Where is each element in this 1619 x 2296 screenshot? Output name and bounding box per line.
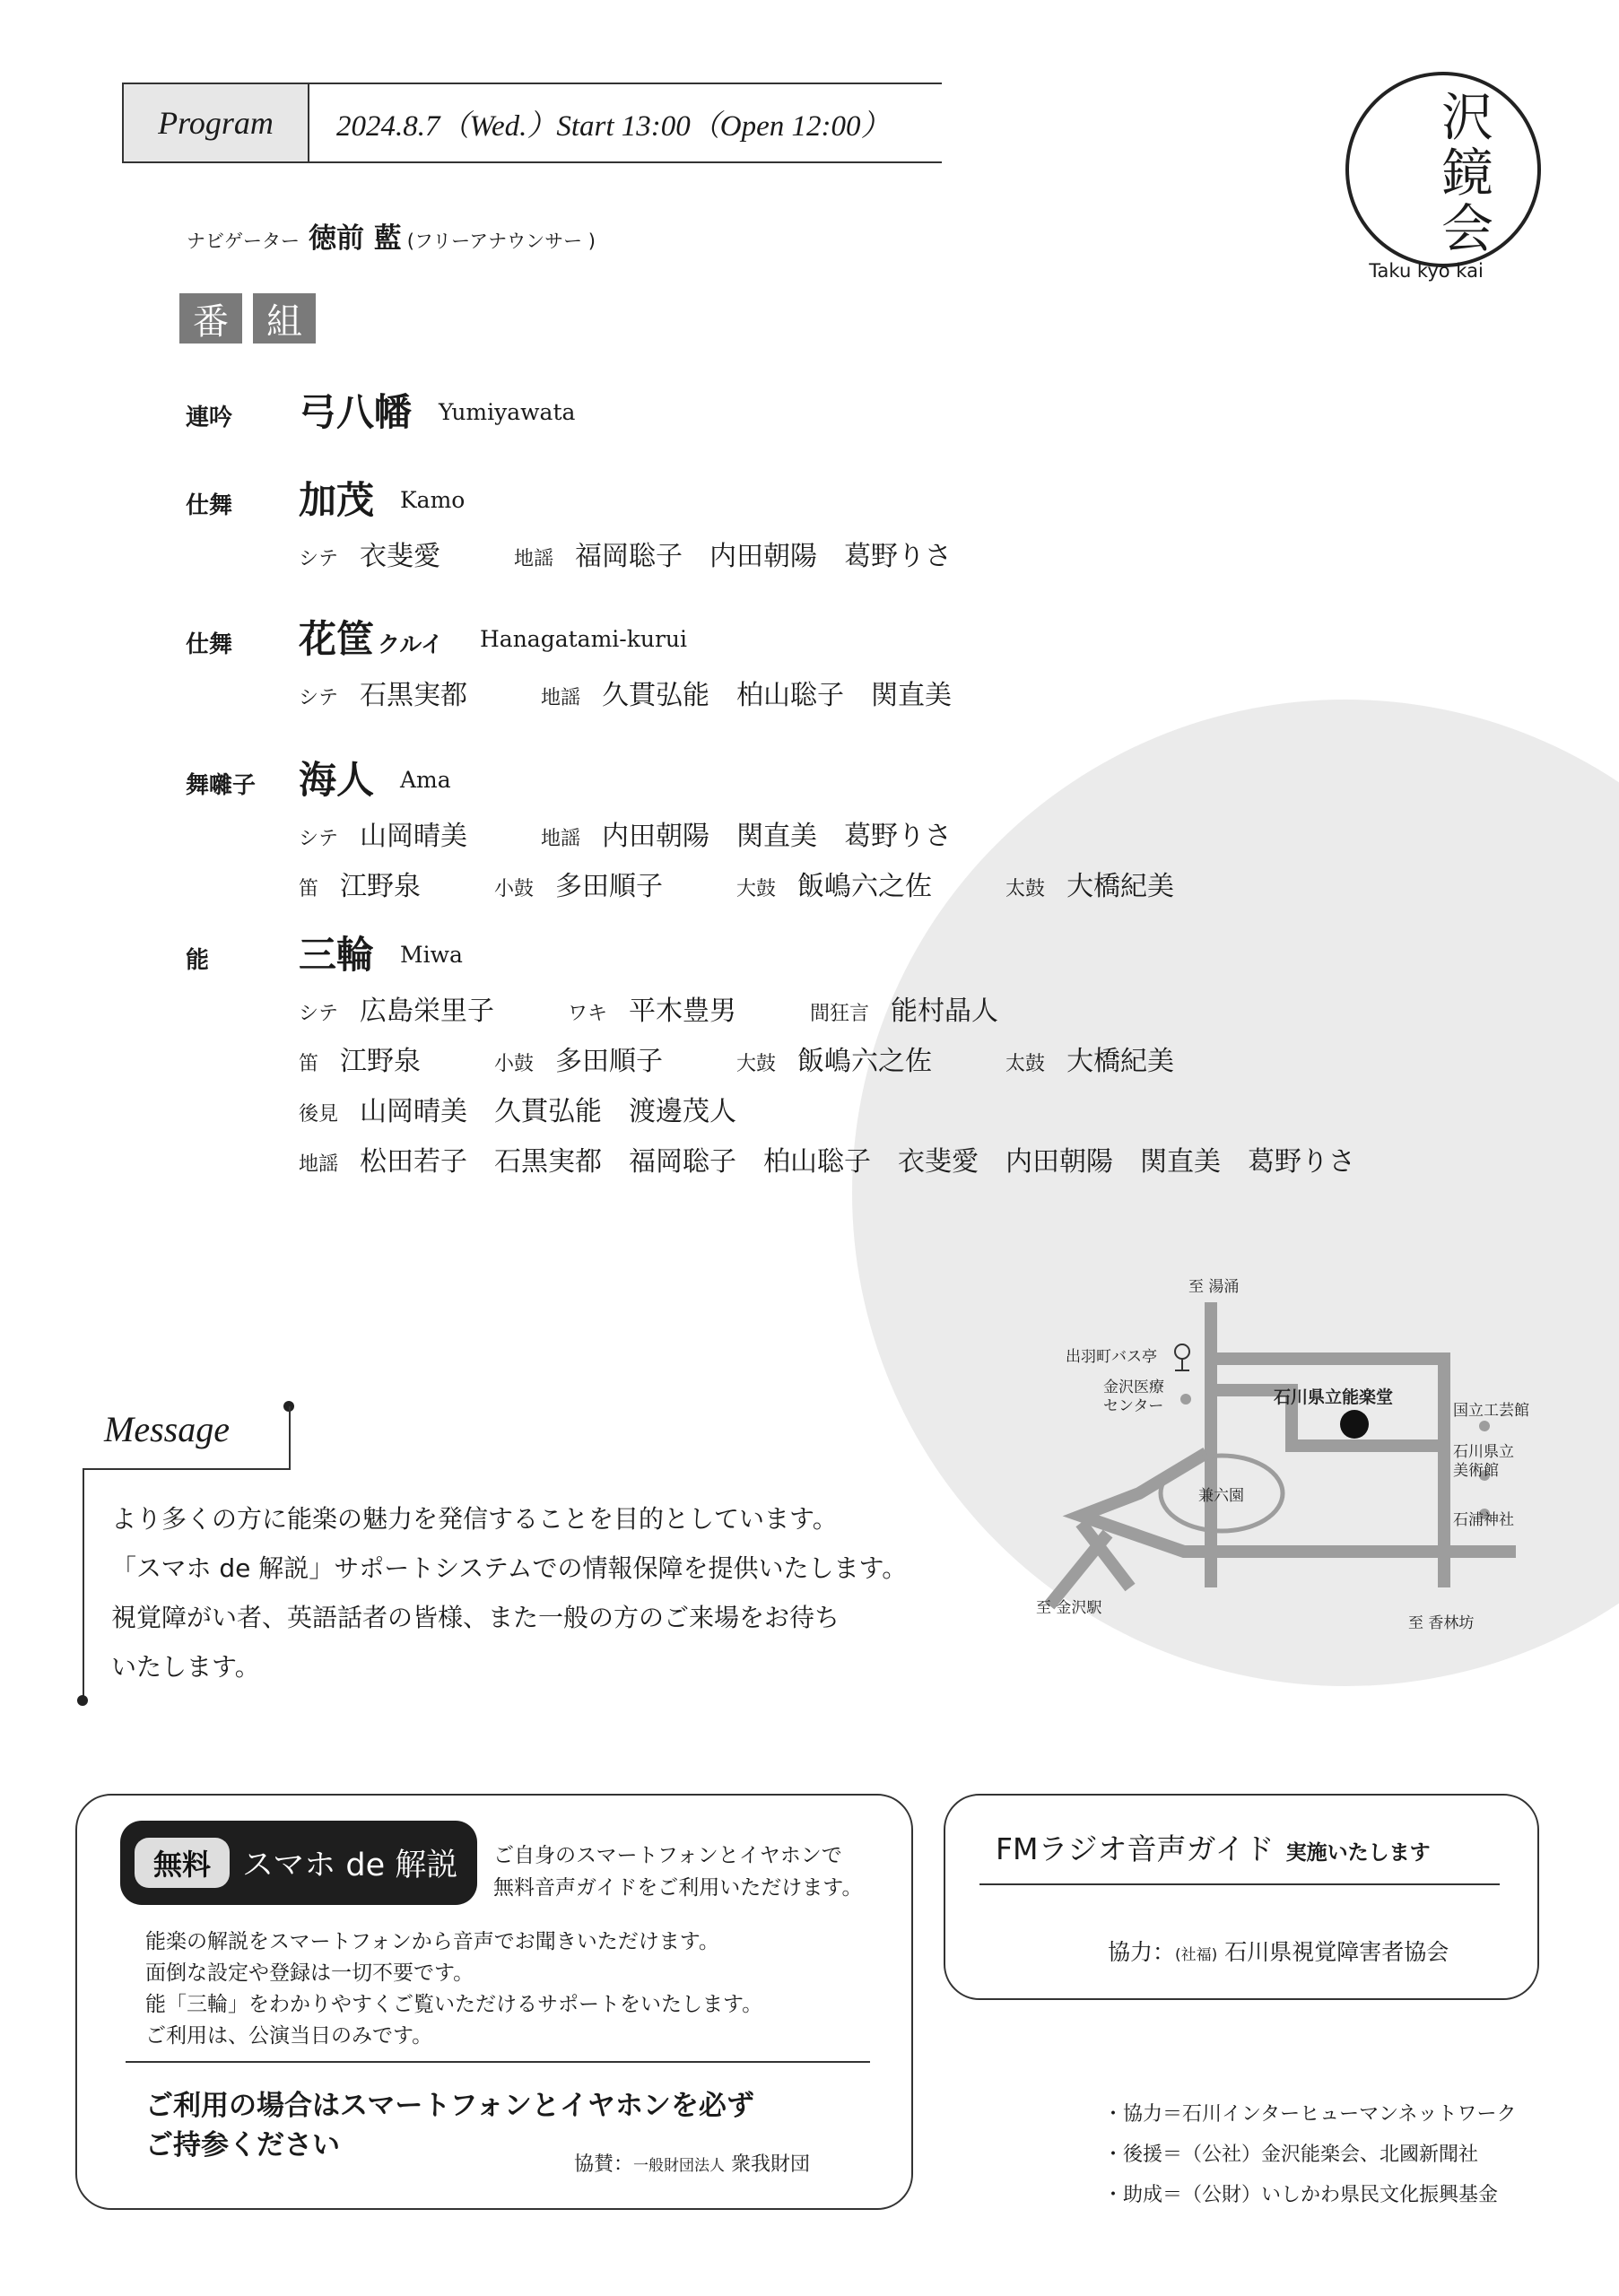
section-tag-char: 組 <box>253 293 316 344</box>
map-label-venue: 石川県立能楽堂 <box>1274 1387 1394 1407</box>
cast-role: ワキ <box>568 1003 608 1025</box>
piece-title-text: 三輪 <box>299 933 375 977</box>
decorative-dot <box>77 1695 88 1706</box>
piece-title-kana: クルイ <box>378 631 444 657</box>
program-header <box>122 83 942 163</box>
cast-group <box>299 988 521 1028</box>
map-label-art-museum: 美術館 <box>1453 1462 1499 1480</box>
cast-name: 大橋紀美 <box>1066 1046 1175 1077</box>
cast-row <box>299 673 979 712</box>
cast-group <box>736 1039 959 1078</box>
free-badge: 無料 <box>135 1838 230 1888</box>
cast-group <box>541 673 979 712</box>
fm-coop-label: 協力： <box>1108 1939 1176 1965</box>
piece-title <box>299 751 374 804</box>
map-label-yuwaku: 至 湯涌 <box>1188 1278 1240 1296</box>
fm-title-suffix: 実施いたします <box>1285 1841 1431 1865</box>
piece-category: 舞囃子 <box>186 772 257 799</box>
cast-name: 平木豊男 <box>629 996 737 1027</box>
piece-roman: Kamo <box>400 487 466 513</box>
fm-coop-org-type: (社福) <box>1175 1946 1218 1964</box>
cast-name: 江野泉 <box>340 871 422 902</box>
logo-char: 沢 <box>1441 87 1493 148</box>
cast-group <box>299 813 494 853</box>
navigator-role: ナビゲーター <box>187 230 300 252</box>
piece-title <box>299 926 374 979</box>
cast-name: 久貫弘能 <box>494 1096 603 1127</box>
cast-row <box>299 1039 1248 1078</box>
cast-name: 山岡晴美 <box>360 821 468 852</box>
cast-name: 福岡聡子 <box>575 541 683 572</box>
credit-line: ・協力＝石川インターヒューマンネットワーク <box>1103 2103 1517 2126</box>
cast-role: 後見 <box>299 1103 339 1126</box>
cast-group <box>810 988 1025 1028</box>
map-label-kenrokuen: 兼六園 <box>1198 1487 1244 1505</box>
cast-role: 大鼓 <box>736 878 777 900</box>
smartphone-intro: ご自身のスマートフォンとイヤホンで <box>493 1844 842 1867</box>
piece-roman: Yumiyawata <box>439 399 576 425</box>
navigator-name: 徳前 藍 <box>309 222 402 255</box>
free-label-pill <box>120 1821 477 1905</box>
sponsor-org-type: 一般財団法人 <box>633 2157 726 2175</box>
cast-group <box>299 1139 1382 1178</box>
cast-role: シテ <box>299 1003 339 1025</box>
fm-radio-box <box>944 1794 1539 2000</box>
cast-name: 渡邊茂人 <box>629 1096 737 1127</box>
cast-group <box>299 1089 763 1128</box>
cast-role: 大鼓 <box>736 1053 777 1075</box>
cast-name: 石黒実都 <box>494 1146 603 1178</box>
cast-name: 能村晶人 <box>891 996 999 1027</box>
cast-group <box>736 864 959 903</box>
navigator-note: (フリーアナウンサー ) <box>406 230 596 252</box>
piece-title-text: 加茂 <box>299 478 375 522</box>
cast-name: 山岡晴美 <box>360 1096 468 1127</box>
decorative-line <box>289 1406 291 1469</box>
map-label-korinbo: 至 香林坊 <box>1408 1614 1475 1632</box>
fm-title: FMラジオ音声ガイド <box>996 1831 1275 1866</box>
cast-role: 太鼓 <box>1005 878 1046 900</box>
cast-row <box>299 864 1248 903</box>
cast-role: 笛 <box>299 878 319 900</box>
fm-coop-line <box>1108 1935 1449 1967</box>
cast-name: 内田朝陽 <box>602 821 710 852</box>
smartphone-notice: ご利用の場合はスマートフォンとイヤホンを必ず <box>145 2090 754 2122</box>
cast-name: 内田朝陽 <box>1005 1146 1114 1178</box>
piece-title <box>299 471 374 525</box>
cast-name: 葛野りさ <box>844 541 953 572</box>
cast-group <box>299 864 448 903</box>
piece-title <box>299 383 412 437</box>
decorative-line <box>83 1468 84 1701</box>
cast-name: 久貫弘能 <box>602 680 710 711</box>
cast-name: 関直美 <box>871 680 953 711</box>
credit-line: ・後援＝（公社）金沢能楽会、北國新聞社 <box>1103 2144 1479 2166</box>
cast-role: シテ <box>299 548 339 570</box>
cast-group <box>1005 1039 1201 1078</box>
piece-roman: Miwa <box>400 942 463 968</box>
program-label: Program <box>124 84 309 161</box>
cast-group <box>1005 864 1201 903</box>
map-label-art-museum: 石川県立 <box>1453 1443 1514 1461</box>
cast-role: 小鼓 <box>494 1053 535 1075</box>
credits-list <box>1103 2099 1516 2207</box>
message-title: Message <box>104 1409 230 1449</box>
map-label-medical-center: センター <box>1103 1397 1164 1415</box>
cast-role: 笛 <box>299 1053 319 1075</box>
piece-title-text: 弓八幡 <box>299 390 413 434</box>
sponsor-name: 衆我財団 <box>731 2153 811 2176</box>
credit-line: ・助成＝（公財）いしかわ県民文化振興基金 <box>1103 2184 1499 2206</box>
cast-group <box>299 534 467 573</box>
cast-role: 間狂言 <box>810 1003 870 1025</box>
cast-name: 松田若子 <box>360 1146 468 1178</box>
cast-group <box>299 1039 448 1078</box>
cast-name: 飯嶋六之佐 <box>797 1046 933 1077</box>
cast-row <box>299 813 979 853</box>
cast-role: シテ <box>299 828 339 850</box>
cast-group <box>514 534 979 573</box>
map-label-crafts-museum: 国立工芸館 <box>1453 1402 1529 1420</box>
cast-role: 太鼓 <box>1005 1053 1046 1075</box>
logo-text <box>1432 87 1503 259</box>
map-label-shrine: 石浦神社 <box>1453 1511 1514 1529</box>
piece-roman: Ama <box>400 767 451 793</box>
cast-row <box>299 534 979 573</box>
cast-name: 石黒実都 <box>360 680 468 711</box>
divider <box>126 2061 870 2063</box>
sponsor-label: 協賛： <box>574 2153 634 2176</box>
smartphone-body-line: 能楽の解説をスマートフォンから音声でお聞きいただけます。 <box>145 1930 719 1953</box>
smartphone-notice: ご持参ください <box>145 2129 340 2161</box>
smartphone-guide-title: スマホ de 解説 <box>242 1848 458 1883</box>
smartphone-body-line: 能「三輪」をわかりやすくご覧いただけるサポートをいたします。 <box>145 1993 763 2016</box>
cast-role: 地謡 <box>514 548 554 570</box>
piece-title-text: 花筐 <box>299 617 375 661</box>
divider <box>979 1883 1500 1885</box>
smartphone-body-line: ご利用は、公演当日のみです。 <box>145 2024 433 2048</box>
section-tag-char: 番 <box>179 293 242 344</box>
decorative-line <box>83 1468 291 1470</box>
cast-row <box>299 1139 1382 1178</box>
cast-group <box>494 1039 690 1078</box>
fm-coop-name: 石川県視覚障害者協会 <box>1224 1939 1449 1965</box>
cast-role: 地謡 <box>299 1153 339 1176</box>
cast-group <box>541 813 979 853</box>
cast-name: 葛野りさ <box>1248 1146 1356 1178</box>
cast-name: 関直美 <box>736 821 818 852</box>
cast-name: 江野泉 <box>340 1046 422 1077</box>
piece-category: 能 <box>186 947 210 974</box>
navigator-line <box>187 215 596 256</box>
cast-row <box>299 1089 763 1128</box>
cast-role: 小鼓 <box>494 878 535 900</box>
map-label-bus-stop: 出羽町バス亭 <box>1066 1348 1157 1366</box>
access-map <box>1031 1278 1534 1632</box>
cast-group <box>299 673 494 712</box>
cast-name: 柏山聡子 <box>736 680 845 711</box>
cast-group <box>494 864 690 903</box>
cast-name: 福岡聡子 <box>629 1146 737 1178</box>
cast-name: 大橋紀美 <box>1066 871 1175 902</box>
cast-name: 衣斐愛 <box>360 541 441 572</box>
logo-caption: Taku kyo kai <box>1369 260 1484 282</box>
smartphone-intro: 無料音声ガイドをご利用いただけます。 <box>493 1876 863 1900</box>
message-line: 「スマホ de 解説」サポートシステムでの情報保障を提供いたします。 <box>111 1553 908 1583</box>
logo-char: 鏡 <box>1441 143 1493 204</box>
piece-category: 仕舞 <box>186 492 233 519</box>
map-label-medical-center: 金沢医療 <box>1103 1378 1164 1396</box>
piece-title <box>299 610 443 664</box>
message-line: いたします。 <box>111 1652 260 1682</box>
cast-group <box>568 988 763 1028</box>
message-line: より多くの方に能楽の魅力を発信することを目的としています。 <box>111 1504 838 1534</box>
cast-role: シテ <box>299 687 339 709</box>
piece-title-text: 海人 <box>299 758 375 802</box>
cast-name: 関直美 <box>1140 1146 1222 1178</box>
cast-name: 飯嶋六之佐 <box>797 871 933 902</box>
sponsor-line <box>574 2149 810 2177</box>
logo-char: 会 <box>1441 198 1493 259</box>
fm-title-line <box>996 1826 1431 1868</box>
cast-role: 地謡 <box>541 828 581 850</box>
cast-name: 衣斐愛 <box>898 1146 979 1178</box>
cast-name: 広島栄里子 <box>360 996 495 1027</box>
cast-name: 多田順子 <box>555 1046 664 1077</box>
cast-name: 内田朝陽 <box>709 541 818 572</box>
cast-role: 地謡 <box>541 687 581 709</box>
cast-name: 葛野りさ <box>844 821 953 852</box>
smartphone-body-line: 面倒な設定や登録は一切不要です。 <box>145 1961 474 1985</box>
piece-category: 連吟 <box>186 404 233 431</box>
cast-name: 多田順子 <box>555 871 664 902</box>
cast-row <box>299 988 1072 1028</box>
piece-category: 仕舞 <box>186 631 233 658</box>
piece-roman: Hanagatami-kurui <box>480 626 688 652</box>
performance-date: 2024.8.7（Wed.）Start 13:00（Open 12:00） <box>336 109 891 143</box>
map-label-station: 至 金沢駅 <box>1036 1599 1102 1617</box>
message-line: 視覚障がい者、英語話者の皆様、また一般の方のご来場をお待ち <box>111 1603 840 1632</box>
cast-name: 柏山聡子 <box>763 1146 872 1178</box>
